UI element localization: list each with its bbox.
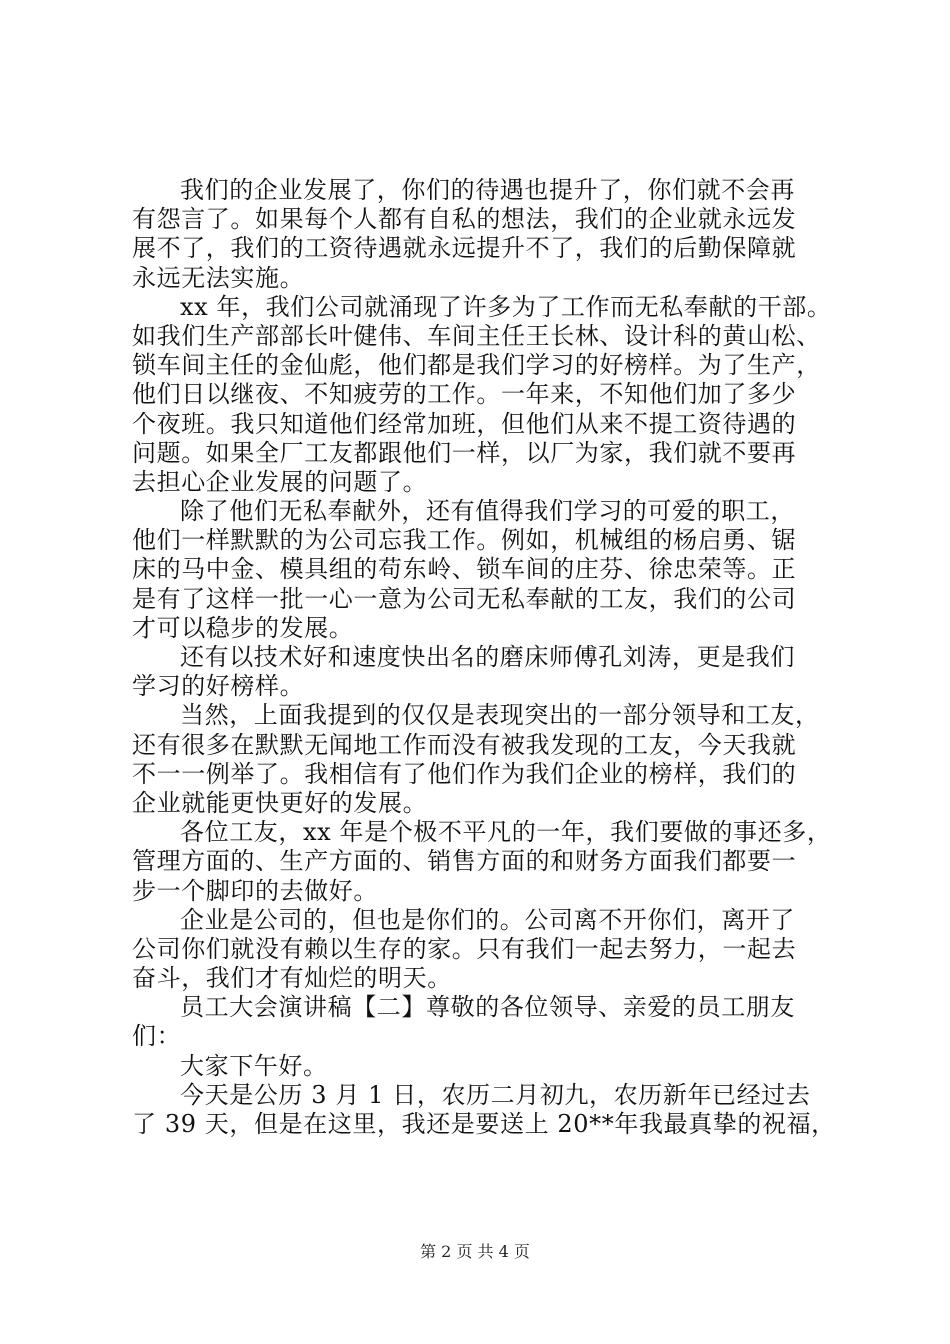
text-line: 各位工友，xx 年是个极不平凡的一年，我们要做的事还多，	[180, 818, 832, 847]
text-line: 当然，上面我提到的仅仅是表现突出的一部分领导和工友，	[180, 701, 820, 730]
text-line: 公司你们就没有赖以生存的家。只有我们一起去努力，一起去	[132, 934, 797, 963]
text-line: 床的马中金、模具组的苟东岭、锁车间的庄芬、徐忠荣等。正	[132, 555, 797, 584]
text-line: 企业就能更快更好的发展。	[132, 788, 428, 817]
text-line: 还有很多在默默无闻地工作而没有被我发现的工友，今天我就	[132, 730, 797, 759]
text-line: 去担心企业发展的问题了。	[132, 467, 428, 496]
text-line: 今天是公历 3 月 1 日，农历二月初九，农历新年已经过去	[180, 1080, 811, 1109]
text-line: 除了他们无私奉献外，还有值得我们学习的可爱的职工，	[180, 497, 795, 526]
text-line: 不一一例举了。我相信有了他们作为我们企业的榜样，我们的	[132, 759, 797, 788]
text-line: 企业是公司的，但也是你们的。公司离不开你们，离开了	[180, 905, 795, 934]
text-line: 学习的好榜样。	[132, 672, 305, 701]
text-line: 锁车间主任的金仙彪，他们都是我们学习的好榜样。为了生产，	[132, 351, 821, 380]
text-line: 问题。如果全厂工友都跟他们一样，以厂为家，我们就不要再	[132, 438, 797, 467]
text-line: 永远无法实施。	[132, 263, 305, 292]
text-line: 如我们生产部部长叶健伟、车间主任王长林、设计科的黄山松、	[132, 321, 821, 350]
text-line: 员工大会演讲稿【二】尊敬的各位领导、亲爱的员工朋友	[180, 993, 795, 1022]
text-line: 才可以稳步的发展。	[132, 613, 354, 642]
text-line: 大家下午好。	[180, 1051, 328, 1080]
text-line: 他们日以继夜、不知疲劳的工作。一年来，不知他们加了多少	[132, 380, 797, 409]
text-line: 们：	[132, 1022, 182, 1051]
text-line: 是有了这样一批一心一意为公司无私奉献的工友，我们的公司	[132, 584, 797, 613]
page-footer: 第 2 页 共 4 页	[420, 1242, 530, 1261]
text-line: 奋斗，我们才有灿烂的明天。	[132, 964, 452, 993]
text-line: 有怨言了。如果每个人都有自私的想法，我们的企业就永远发	[132, 205, 797, 234]
text-line: 还有以技术好和速度快出名的磨床师傅孔刘涛，更是我们	[180, 643, 795, 671]
text-line: 他们一样默默的为公司忘我工作。例如，机械组的杨启勇、锯	[132, 526, 797, 555]
text-line: xx 年，我们公司就涌现了许多为了工作而无私奉献的干部。	[180, 292, 832, 321]
document-body	[132, 176, 844, 1139]
text-line: 管理方面的、生产方面的、销售方面的和财务方面我们都要一	[132, 847, 797, 876]
text-line: 步一个脚印的去做好。	[132, 876, 378, 905]
text-line: 了 39 天，但是在这里，我还是要送上 20**年我最真挚的祝福，	[132, 1110, 836, 1138]
text-line: 展不了，我们的工资待遇就永远提升不了，我们的后勤保障就	[132, 234, 797, 263]
text-line: 我们的企业发展了，你们的待遇也提升了，你们就不会再	[180, 176, 795, 204]
text-line: 个夜班。我只知道他们经常加班，但他们从来不提工资待遇的	[132, 409, 797, 438]
